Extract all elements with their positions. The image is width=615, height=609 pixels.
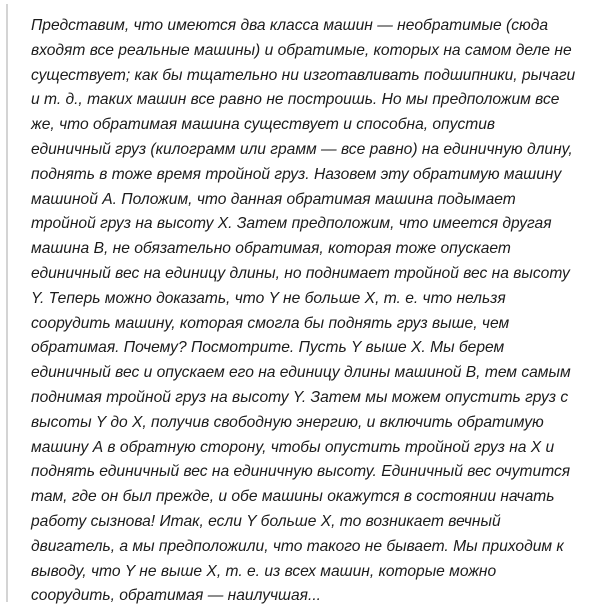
quote-line: высоты Y до X, получив свободную энергию, и включить обратимую — [31, 413, 544, 431]
quote-line: работу сызнова! Итак, если Y больше X, то возникает вечный — [31, 512, 501, 530]
quote-line: соорудить машину, которая смогла бы поднять груз выше, чем — [31, 314, 510, 332]
quote-line: машиной А. Положим, что данная обратимая машина подымает — [31, 190, 516, 208]
quote-line: и т. д., таких машин все равно не построишь. Но мы предположим все — [31, 91, 560, 109]
quote-line: тройной груз на высоту X. Затем предположим, что имеется другая — [31, 215, 552, 233]
quote-border-bar — [6, 4, 8, 602]
quote-line: выводу, что Y не выше X, т. е. из всех машин, которые можно — [31, 562, 497, 580]
quote-line: Y. Теперь можно доказать, что Y не больше X, т. е. что нельзя — [31, 289, 506, 307]
quote-line: существует; как бы тщательно ни изготавливать подшипники, рычаги — [31, 66, 576, 84]
quote-line: соорудить, обратимая — наилучшая... — [31, 587, 321, 605]
quote-line: единичный вес и опускаем его на единицу длины машиной В, тем самым — [31, 364, 571, 382]
quote-line: единичный вес на единицу длины, но поднимает тройной вес на высоту — [31, 264, 570, 282]
quote-text — [31, 14, 599, 609]
quote-line: обратимая. Почему? Посмотрите. Пусть Y выше X. Мы берем — [31, 339, 505, 357]
quote-line: машину А в обратную сторону, чтобы опустить тройной груз на X и — [31, 438, 555, 456]
quote-line: двигатель, а мы предположили, что такого не бывает. Мы приходим к — [31, 537, 564, 555]
quote-line: поднять в тоже время тройной груз. Назовем эту обратимую машину — [31, 165, 562, 183]
quote-line: же, что обратимая машина существует и способна, опустив — [31, 116, 496, 134]
quote-line: там, где он был прежде, и обе машины окажутся в состоянии начать — [31, 488, 555, 506]
quote-line: поднять единичный вес на единичную высоту. Единичный вес очутится — [31, 463, 571, 481]
quote-line: входят все реальные машины) и обратимые, которых на самом деле не — [31, 41, 572, 59]
quote-line: поднимая тройной груз на высоту Y. Затем мы можем опустить груз с — [31, 388, 569, 406]
quote-line: машина В, не обязательно обратимая, которая тоже опускает — [31, 240, 511, 258]
quote-line: единичный груз (килограмм или грамм — все равно) на единичную длину, — [31, 140, 573, 158]
quote-line: Представим, что имеются два класса машин — необратимые (сюда — [31, 17, 549, 34]
